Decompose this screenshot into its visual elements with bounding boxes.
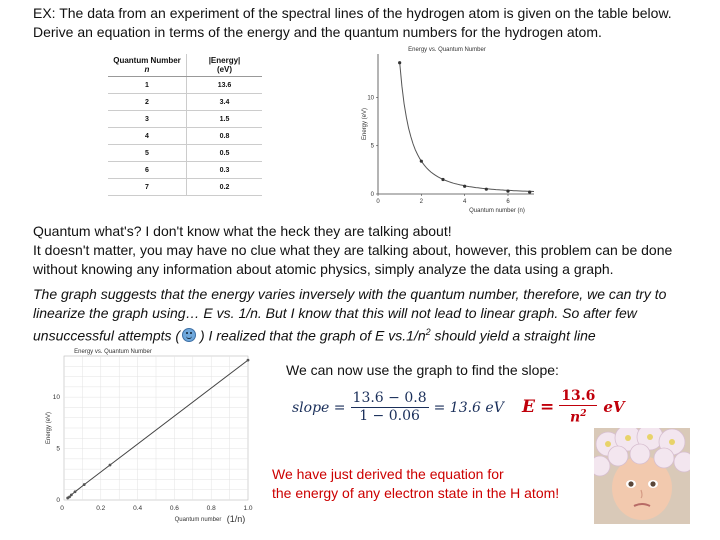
chart2-ytick-label: 5 <box>56 445 60 453</box>
final-denominator <box>570 406 586 427</box>
chart1-title: Energy vs. Quantum Number <box>408 47 486 53</box>
chart2-xtick-label: 0.2 <box>96 505 106 512</box>
cell-energy: 0.2 <box>187 179 263 196</box>
data-table <box>108 54 262 196</box>
final-unit: eV <box>603 398 625 417</box>
chart1-ytick-label: 5 <box>370 143 374 150</box>
chart1-xtick-label: 2 <box>419 199 424 205</box>
chart1-curve <box>400 63 534 192</box>
cell-energy: 13.6 <box>187 77 263 94</box>
chart2-xtick-label: 0.6 <box>169 505 179 512</box>
chart1-ylabel: Energy (eV) <box>362 107 368 141</box>
table-header-quantum <box>108 54 187 77</box>
chart2-title: Energy vs. Quantum Number <box>74 349 152 355</box>
chart2-point <box>247 359 250 362</box>
slope-denominator: 1 − 0.06 <box>359 408 420 424</box>
paragraph-1 <box>33 222 713 279</box>
cell-n: 6 <box>108 162 187 179</box>
final-equals: = <box>539 397 555 418</box>
slope-result: = 13.6 eV <box>433 399 504 416</box>
energy-vs-n-chart <box>352 42 542 217</box>
cell-n: 5 <box>108 145 187 162</box>
col1-title: Quantum Number <box>113 56 181 65</box>
final-equation <box>522 388 625 427</box>
energy-vs-inverse-n-squared-chart <box>38 344 266 534</box>
chart2-ylabel: Energy (eV) <box>46 411 52 445</box>
chart1-point <box>420 160 423 163</box>
slope-numerator: 13.6 − 0.8 <box>352 390 427 406</box>
table-header-energy <box>187 54 263 77</box>
cell-n: 7 <box>108 179 187 196</box>
chart2-point <box>74 490 77 493</box>
chart1-point <box>398 61 401 64</box>
final-numerator: 13.6 <box>561 388 596 404</box>
chart1-point <box>485 188 488 191</box>
chart1-point <box>528 190 531 193</box>
table-row <box>108 128 262 145</box>
conclusion-line1: We have just derived the equation for <box>272 466 504 482</box>
cell-n: 2 <box>108 94 187 111</box>
cell-n: 4 <box>108 128 187 145</box>
cell-energy: 3.4 <box>187 94 263 111</box>
cell-n: 3 <box>108 111 187 128</box>
chart2-line <box>68 360 248 498</box>
chart2-xtick-label: 0 <box>60 505 64 512</box>
conclusion-line2: the energy of any electron state in the H atom! <box>272 485 560 501</box>
table-row <box>108 111 262 128</box>
chart2-point <box>83 483 86 486</box>
chart1-xtick-label: 0 <box>376 199 380 205</box>
para1-line1: Quantum what's? I don't know what the heck they are talking about! <box>33 223 452 239</box>
chart2-xtick-label: 1.0 <box>243 505 253 512</box>
slope-lhs: slope = <box>292 399 346 416</box>
chart2-xtick-label: 0.8 <box>206 505 216 512</box>
table-row <box>108 162 262 179</box>
chart2-xlabel: Quantum number <box>174 517 222 523</box>
baby-photo <box>594 428 690 524</box>
table-row <box>108 179 262 196</box>
para2-text-b: ) I realized that the graph of E vs.1/n <box>196 327 426 344</box>
final-den-sup: 2 <box>580 409 587 419</box>
chart1-point <box>441 178 444 181</box>
chart1-point <box>506 190 509 193</box>
cell-energy: 0.8 <box>187 128 263 145</box>
para1-line2: It doesn't matter, you may have no clue what they are talking about, however, this problem can be done without knowing any information about atomic physics, simply analyze the data using a graph. <box>33 242 673 277</box>
slope-caption: We can now use the graph to find the slope: <box>286 362 559 378</box>
col2-title: |Energy| <box>208 56 241 65</box>
final-e: E <box>522 397 535 418</box>
chart2-point <box>109 464 112 467</box>
cell-energy: 1.5 <box>187 111 263 128</box>
paragraph-2 <box>33 285 713 346</box>
cell-n: 1 <box>108 77 187 94</box>
para2-sup: 2 <box>425 327 431 337</box>
table-row <box>108 145 262 162</box>
table-row <box>108 94 262 111</box>
table-row <box>108 77 262 94</box>
final-den-n: n <box>570 409 581 426</box>
chart1-ytick-label: 10 <box>367 95 374 102</box>
chart1-xlabel: Quantum number (n) <box>469 208 525 214</box>
slope-fraction <box>351 390 429 425</box>
chart2-ytick-label: 10 <box>52 394 60 402</box>
col1-symbol: n <box>144 65 150 74</box>
smiley-icon <box>182 328 196 342</box>
final-fraction <box>559 388 597 427</box>
para2-text-c: should yield a straight line <box>430 327 596 344</box>
chart1-ytick-label: 0 <box>370 192 374 198</box>
chart2-xtick-label: 0.4 <box>133 505 143 512</box>
para2-text-a: The graph suggests that the energy varies inversely with the quantum number, therefore, we can try to linearize the graph using… E vs. 1/n. But I know that this will not lead to linear graph. So after few unsuccessful attempts ( <box>33 286 667 344</box>
cell-energy: 0.3 <box>187 162 263 179</box>
chart2-ytick-label: 0 <box>56 497 60 504</box>
chart2-xlabel-suffix: (1/n) <box>226 514 246 524</box>
conclusion <box>272 465 559 503</box>
chart1-xtick-label: 4 <box>462 199 467 205</box>
cell-energy: 0.5 <box>187 145 263 162</box>
intro-text: EX: The data from an experiment of the spectral lines of the hydrogen atom is given on the table below. Derive an equation in terms of the energy and the quantum numbers for the hydrogen atom. <box>33 5 672 40</box>
col2-unit: (eV) <box>216 65 233 74</box>
chart1-point <box>463 185 466 188</box>
chart2-point <box>70 493 73 496</box>
slope-equation <box>292 390 504 425</box>
chart1-xtick-label: 6 <box>506 199 510 205</box>
